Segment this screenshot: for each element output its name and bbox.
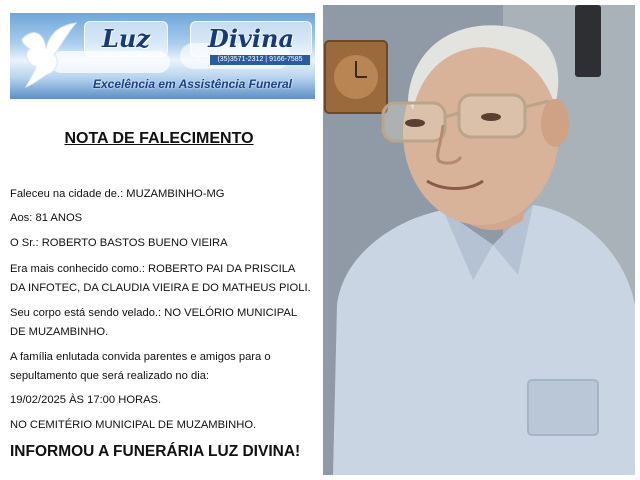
notice-line: sepultamento que será realizado no dia:: [10, 370, 210, 382]
phone-numbers: (35)3571-2312 | 9166-7585: [210, 55, 310, 65]
notice-line: 19/02/2025 ÀS 17:00 HORAS.: [10, 394, 162, 406]
brand-word-luz: Luz: [84, 21, 168, 57]
notice-line: DA INFOTEC, DA CLAUDIA VIEIRA E DO MATHEUS PIOLI.: [10, 282, 311, 294]
notice-line: Era mais conhecido como.: ROBERTO PAI DA PRISCILA: [10, 263, 296, 275]
notice-footer: INFORMOU A FUNERÁRIA LUZ DIVINA!: [10, 443, 301, 460]
portrait-illustration: [323, 5, 635, 475]
notice-title: NOTA DE FALECIMENTO: [64, 130, 254, 147]
banner-slogan: Excelência em Assistência Funeral: [93, 77, 292, 91]
notice-line: Faleceu na cidade de.: MUZAMBINHO-MG: [10, 188, 225, 200]
notice-line: NO CEMITÉRIO MUNICIPAL DE MUZAMBINHO.: [10, 419, 257, 431]
notice-line: O Sr.: ROBERTO BASTOS BUENO VIEIRA: [10, 237, 228, 249]
funeral-home-banner: [10, 13, 315, 99]
notice-line: Aos: 81 ANOS: [10, 212, 83, 224]
notice-line: Seu corpo está sendo velado.: NO VELÓRIO MUNICIPAL: [10, 307, 298, 319]
deceased-photo: [323, 5, 635, 475]
notice-panel: [0, 0, 318, 480]
brand-word-divina: Divina: [190, 21, 312, 57]
notice-line: A família enlutada convida parentes e amigos para o: [10, 351, 271, 363]
notice-line: DE MUZAMBINHO.: [10, 326, 109, 338]
